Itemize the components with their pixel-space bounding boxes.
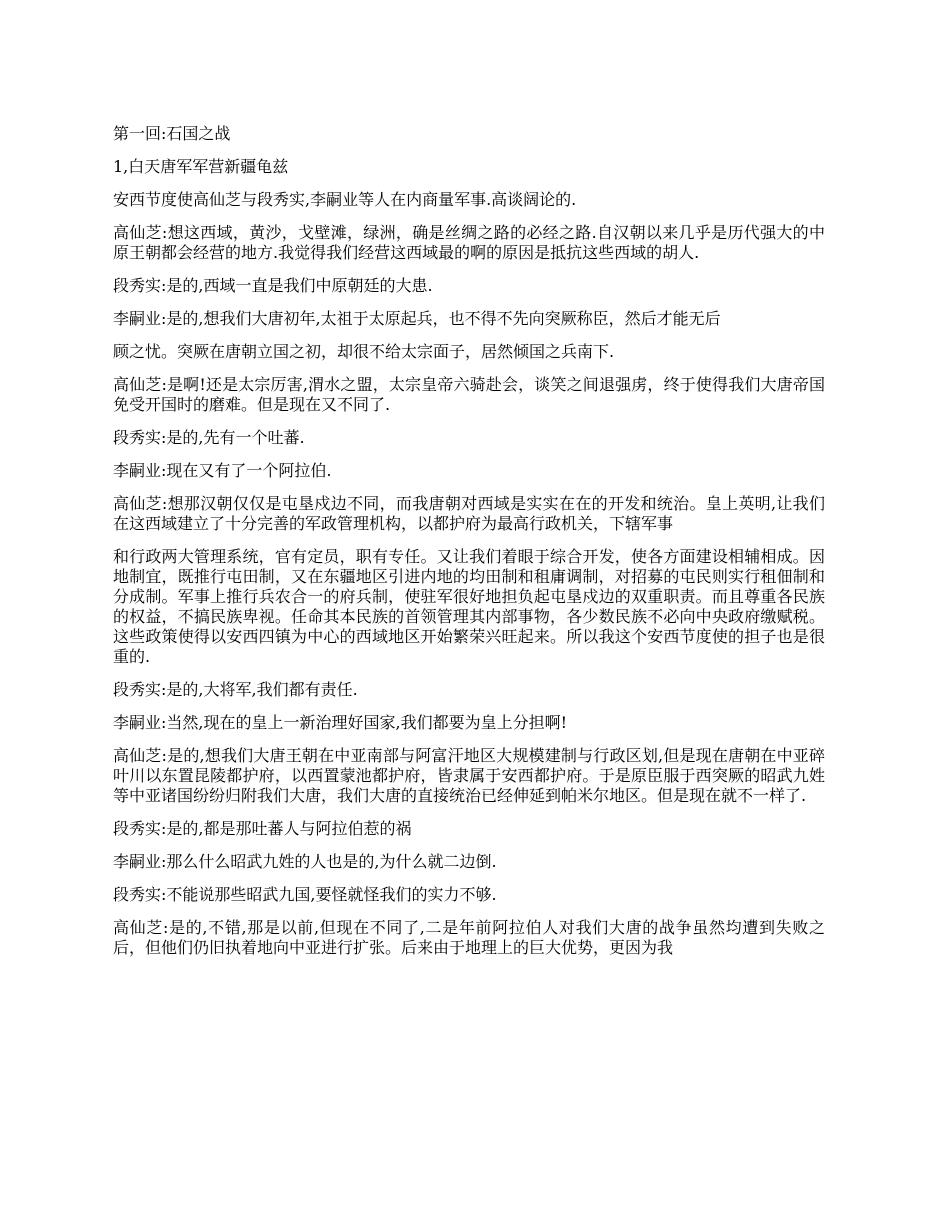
dialogue-paragraph: 高仙芝:想那汉朝仅仅是屯垦戍边不同，而我唐朝对西域是实实在在的开发和统治。皇上英明,让我们在这西域建立了十分完善的军政管理机构，以都护府为最高行政机关，下辖军事 (113, 494, 825, 533)
dialogue-paragraph: 段秀实:是的,西域一直是我们中原朝廷的大患. (113, 276, 433, 295)
dialogue-paragraph: 段秀实:是的,大将军,我们都有责任. (113, 680, 358, 699)
dialogue-paragraph: 高仙芝:想这西域，黄沙，戈壁滩，绿洲，确是丝绸之路的必经之路.自汉朝以来几乎是历代强大的中原王朝都会经营的地方.我觉得我们经营这西域最的啊的原因是抵抗这些西域的胡人. (113, 223, 825, 262)
document-page (113, 124, 825, 971)
dialogue-paragraph: 顾之忧。突厥在唐朝立国之初，却很不给太宗面子，居然倾国之兵南下. (113, 342, 615, 361)
dialogue-paragraph: 高仙芝:是的,不错,那是以前,但现在不同了,二是年前阿拉伯人对我们大唐的战争虽然均遭到失败之后，但他们仍旧执着地向中亚进行扩张。后来由于地理上的巨大优势，更因为我 (113, 918, 825, 957)
dialogue-paragraph: 李嗣业:是的,想我们大唐初年,太祖于太原起兵，也不得不先向突厥称臣，然后才能无后 (113, 309, 721, 328)
dialogue-paragraph: 和行政两大管理系统，官有定员，职有专任。又让我们着眼于综合开发，使各方面建设相辅相成。因地制宜，既推行屯田制，又在东疆地区引进内地的均田制和租庸调制，对招募的屯民则实行租佃制和分成制。军事上推行兵农合一的府兵制，使驻军很好地担负起屯垦戍边的双重职责。而且尊重各民族的权益，不搞民族卑视。任命其本民族的首领管理其内部事物，各少数民族不必向中央政府缴赋税。这些政策使得以安西四镇为中心的西域地区开始繁荣兴旺起来。所以我这个安西节度使的担子也是很重的. (113, 547, 825, 666)
dialogue-paragraph: 段秀实:不能说那些昭武九国,要怪就怪我们的实力不够. (113, 885, 497, 904)
dialogue-paragraph: 段秀实:是的,都是那吐蕃人与阿拉伯惹的祸 (113, 819, 412, 838)
dialogue-paragraph: 高仙芝:是的,想我们大唐王朝在中亚南部与阿富汗地区大规模建制与行政区划,但是现在唐朝在中亚碎叶川以东置昆陵都护府，以西置蒙池都护府，皆隶属于安西都护府。于是原臣服于西突厥的昭武九姓等中亚诸国纷纷归附我们大唐，我们大唐的直接统治已经伸延到帕米尔地区。但是现在就不一样了. (113, 746, 825, 805)
scene-heading: 1,白天唐军军营新疆龟兹 (113, 157, 289, 176)
dialogue-paragraph: 李嗣业:现在又有了一个阿拉伯. (113, 461, 332, 480)
dialogue-paragraph: 李嗣业:那么什么昭武九姓的人也是的,为什么就二边倒. (113, 852, 497, 871)
dialogue-paragraph: 高仙芝:是啊!还是太宗厉害,渭水之盟，太宗皇帝六骑赴会，谈笑之间退强虏，终于使得我们大唐帝国免受开国时的磨难。但是现在又不同了. (113, 375, 825, 414)
dialogue-paragraph: 段秀实:是的,先有一个吐蕃. (113, 428, 305, 447)
chapter-title: 第一回:石国之战 (113, 124, 231, 143)
scene-description: 安西节度使高仙芝与段秀实,李嗣业等人在内商量军事.高谈阔论的. (113, 190, 577, 209)
dialogue-paragraph: 李嗣业:当然,现在的皇上一新治理好国家,我们都要为皇上分担啊! (113, 713, 567, 732)
